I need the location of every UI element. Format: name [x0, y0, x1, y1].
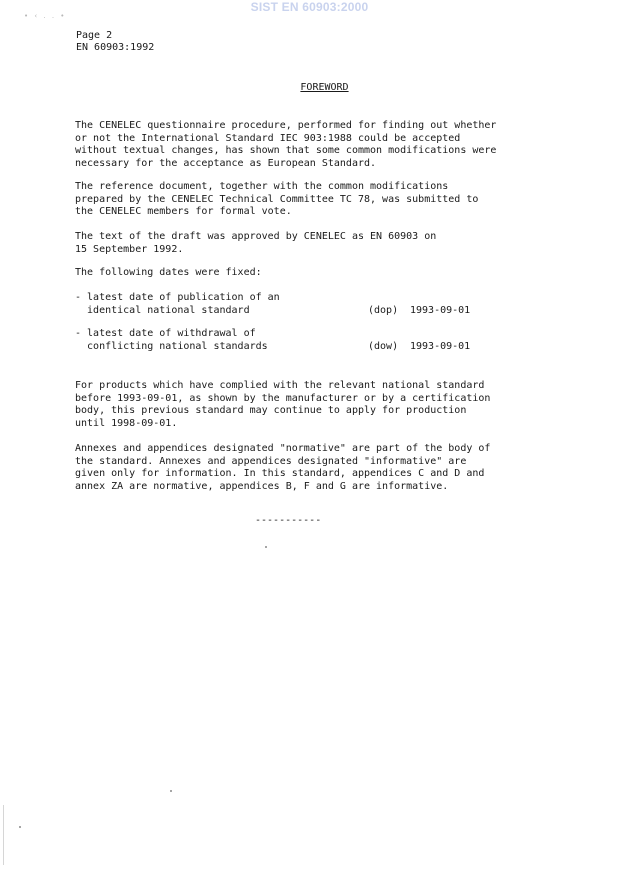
scan-speck: [19, 826, 21, 828]
date-description: - latest date of withdrawal of conflicting national standards: [75, 328, 268, 352]
paragraph-annexes: Annexes and appendices designated "normative" are part of the body of the standard. Annexes and appendices designated "informative" are given only for information. In this standard, appendices C and D and annex ZA are normative, appendices B, F and G are informative.: [75, 443, 491, 492]
page-title: FOREWORD: [300, 82, 349, 93]
paragraph-questionnaire: The CENELEC questionnaire procedure, performed for finding out whether or not the International Standard IEC 903:1988 could be accepted without textual changes, has shown that some common modifications were necessary for the acceptance as European Standard.: [75, 120, 497, 169]
page-number: Page 2: [76, 30, 113, 41]
paragraph-transition: For products which have complied with the relevant national standard before 1993-09-01, as shown by the manufacturer or by a certification body, this previous standard may continue to apply for production until 1998-09-01.: [75, 380, 491, 429]
date-abbreviation: (dop): [368, 304, 399, 316]
date-item-dow: [75, 328, 535, 353]
date-value: 1993-09-01: [410, 304, 471, 316]
scan-artifact-marks: • ‹ . . •: [24, 12, 67, 20]
paragraph-dates-intro: The following dates were fixed:: [75, 267, 262, 278]
page-header: [76, 30, 154, 54]
section-divider: -----------: [255, 515, 322, 526]
date-item-dop: [75, 292, 535, 317]
scan-speck: [265, 546, 267, 548]
paragraph-approval: The text of the draft was approved by CENELEC as EN 60903 on 15 September 1992.: [75, 231, 437, 255]
watermark: SIST EN 60903:2000: [250, 0, 369, 14]
scan-speck: [170, 790, 172, 792]
paragraph-reference-document: The reference document, together with the common modifications prepared by the CENELEC Technical Committee TC 78, was submitted to the CENELEC members for formal vote.: [75, 181, 479, 217]
date-description: - latest date of publication of an identical national standard: [75, 292, 280, 316]
date-value: 1993-09-01: [410, 340, 471, 352]
standard-reference: EN 60903:1992: [76, 42, 155, 53]
scan-edge-line: [3, 805, 4, 865]
date-abbreviation: (dow): [368, 340, 399, 352]
dates-list: [75, 292, 535, 364]
